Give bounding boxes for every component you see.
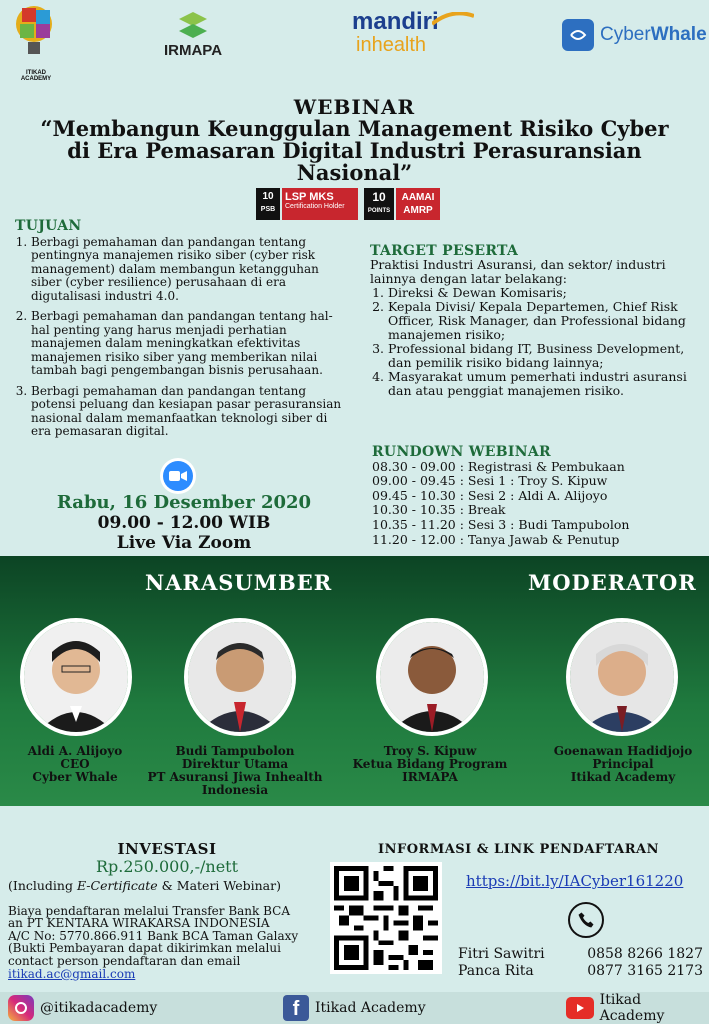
contact-name: Panca Rita xyxy=(458,963,534,979)
speaker-org: Cyber Whale xyxy=(32,770,118,784)
speaker-label xyxy=(130,745,340,797)
moderator-photo xyxy=(566,618,678,736)
facebook-link[interactable] xyxy=(283,995,426,1021)
irmapa-mark-icon xyxy=(179,12,207,38)
speaker-photo xyxy=(20,618,132,736)
psb-badge xyxy=(256,188,280,220)
registration-heading: INFORMASI & LINK PENDAFTARAN xyxy=(378,842,659,857)
cyberwhale-text-a: Cyber xyxy=(600,24,651,45)
lsp-sub: Certification Holder xyxy=(285,203,345,210)
social-bar xyxy=(0,992,709,1024)
event-date: Rabu, 16 Desember 2020 xyxy=(56,492,312,513)
speaker-label xyxy=(10,745,140,784)
phone-icon xyxy=(568,902,604,938)
contact-list xyxy=(458,946,703,980)
aamai-b: AMRP xyxy=(403,205,433,216)
instagram-icon xyxy=(8,995,34,1021)
speaker-name: Budi Tampubolon xyxy=(175,744,295,758)
note-c: & Materi Webinar) xyxy=(157,878,281,893)
target-intro: Praktisi Industri Asuransi, dan sektor/ industri lainnya dengan latar belakang: xyxy=(370,257,666,286)
tujuan-heading: TUJUAN xyxy=(15,218,82,234)
facebook-icon: f xyxy=(283,995,309,1021)
irmapa-logo xyxy=(155,12,231,59)
rundown-row: 10.35 - 11.20 : Sesi 3 : Budi Tampubolon xyxy=(372,516,630,532)
speaker-name: Troy S. Kipuw xyxy=(383,744,477,758)
tujuan-item: 2. Berbagi pemahaman dan pandangan tentang hal-hal penting yang harus menjadi perhatian manajemen dalam meningkatkan efektivitas manajemen risiko siber yang memberikan nilai tambah bagi pengembangan bisnis perusahaan. xyxy=(31,310,350,378)
target-item: 1. Direksi & Dewan Komisaris; xyxy=(388,286,700,300)
moderator-heading: MODERATOR xyxy=(528,570,697,595)
rundown-row: 09.45 - 10.30 : Sesi 2 : Aldi A. Alijoyo xyxy=(372,487,608,503)
narasumber-heading: NARASUMBER xyxy=(145,570,333,595)
speaker-org: IRMAPA xyxy=(402,770,458,784)
note-a: (Including xyxy=(8,878,77,893)
bank-line: A/C No: 5770.866.911 Bank BCA Taman Galaxy xyxy=(8,928,299,943)
cyberwhale-mark-icon xyxy=(562,19,594,51)
event-title: “Membangun Keunggulan Management Risiko Cyber di Era Pemasaran Digital Industri Perasuransian Nasional” xyxy=(40,116,669,185)
bank-line: contact person pendaftaran dan email xyxy=(8,953,241,968)
speaker-role: Direktur Utama xyxy=(181,757,289,771)
contact-name: Fitri Sawitri xyxy=(458,946,545,962)
bank-line: (Bukti Pembayaran dapat dikirimkan melalui xyxy=(8,941,281,956)
bank-line: an PT KENTARA WIRAKARSA INDONESIA xyxy=(8,916,270,931)
contact-phone[interactable]: 0858 8266 1827 xyxy=(587,946,703,962)
moderator-role: Principal xyxy=(592,757,654,771)
registration-link[interactable]: https://bit.ly/IACyber161220 xyxy=(466,872,684,890)
note-b: E-Certificate xyxy=(76,878,158,893)
youtube-name: Itikad Academy xyxy=(599,992,665,1024)
inhealth-text: inhealth xyxy=(356,34,427,56)
instagram-handle: @itikadacademy xyxy=(40,1000,158,1016)
cyberwhale-text-b: Whale xyxy=(650,24,707,45)
irmapa-logo-text: IRMAPA xyxy=(163,42,223,59)
email-link[interactable]: itikad.ac@gmail.com xyxy=(8,966,136,981)
mandiri-wave-icon xyxy=(432,12,474,26)
lsp-badge xyxy=(282,188,358,220)
speaker-role: CEO xyxy=(60,757,90,771)
mandiri-inhealth-logo xyxy=(352,10,478,56)
webinar-kicker: WEBINAR xyxy=(293,95,416,119)
tujuan-item: 3. Berbagi pemahaman dan pandangan tentang potensi peluang dan kesiapan pasar perasuransian nasional dalam memanfaatkan teknologi siber di era pemasaran digital. xyxy=(31,385,350,439)
event-venue: Live Via Zoom xyxy=(116,533,252,553)
speaker-org: PT Asuransi Jiwa Inhealth Indonesia xyxy=(147,770,323,797)
youtube-link[interactable] xyxy=(566,992,709,1024)
bank-line: Biaya pendaftaran melalui Transfer Bank BCA xyxy=(8,903,290,918)
target-item: 4. Masyarakat umum pemerhati industri asuransi dan atau penggiat manajemen risiko. xyxy=(388,370,700,398)
lsp-title: LSP MKS xyxy=(285,191,334,203)
cert-badges xyxy=(256,188,440,220)
rundown-heading: RUNDOWN WEBINAR xyxy=(372,444,551,460)
target-item: 3. Professional bidang IT, Business Development, dan pemilik risiko bidang lainnya; xyxy=(388,342,700,370)
contact-row xyxy=(458,946,703,963)
tujuan-item: 1. Berbagi pemahaman dan pandangan tentang pentingnya manajemen risiko siber (cyber risk management) dalam membangun ketangguhan siber (cyber resilience) perusahaan di era digutalisasi industri 4.0. xyxy=(31,236,350,304)
speaker-role: Ketua Bidang Program xyxy=(352,757,508,771)
contact-row xyxy=(458,963,703,980)
facebook-name: Itikad Academy xyxy=(315,1000,426,1016)
rundown-row: 08.30 - 09.00 : Registrasi & Pembukaan xyxy=(372,458,625,474)
speaker-photo xyxy=(376,618,488,736)
target-section xyxy=(370,244,700,398)
zoom-icon xyxy=(160,458,196,494)
rundown-row: 11.20 - 12.00 : Tanya Jawab & Penutup xyxy=(372,531,620,547)
aamai-badge xyxy=(396,188,440,220)
moderator-org: Itikad Academy xyxy=(570,770,676,784)
mandiri-text: mandiri xyxy=(352,8,439,35)
points-num: 10 xyxy=(372,190,386,204)
investasi-note xyxy=(8,880,326,893)
itikad-academy-logo xyxy=(12,4,60,84)
contact-phone[interactable]: 0877 3165 2173 xyxy=(587,963,703,979)
itikad-logo-text: ITIKAD ACADEMY xyxy=(20,70,52,82)
rundown-row: 09.00 - 09.45 : Sesi 1 : Troy S. Kipuw xyxy=(372,473,608,489)
instagram-link[interactable] xyxy=(8,995,157,1021)
investasi-section xyxy=(8,840,326,980)
puzzle-head-icon xyxy=(12,4,60,66)
moderator-label xyxy=(548,745,698,784)
investasi-heading: INVESTASI xyxy=(117,840,217,858)
rundown-section xyxy=(372,445,702,547)
tujuan-section xyxy=(15,220,350,446)
aamai-a: AAMAI xyxy=(401,192,435,203)
speaker-photo xyxy=(184,618,296,736)
investasi-price: Rp.250.000,-/nett xyxy=(95,857,239,876)
youtube-icon xyxy=(566,997,594,1019)
event-time: 09.00 - 12.00 WIB xyxy=(97,513,271,533)
schedule-block xyxy=(0,492,368,553)
target-item: 2. Kepala Divisi/ Kepala Departemen, Chief Risk Officer, Risk Manager, dan Professional bidang manajemen risiko; xyxy=(388,300,700,342)
rundown-row: 10.30 - 10.35 : Break xyxy=(372,502,506,518)
moderator-name: Goenawan Hadidjojo xyxy=(553,744,693,758)
speaker-name: Aldi A. Alijoyo xyxy=(27,744,123,758)
tujuan-list xyxy=(15,236,350,439)
cyberwhale-logo xyxy=(562,15,707,55)
psb-num: 10 xyxy=(262,191,274,202)
target-heading: TARGET PESERTA xyxy=(370,243,519,259)
psb-unit: PSB xyxy=(260,206,276,213)
points-badge xyxy=(364,188,394,220)
qr-code[interactable] xyxy=(330,862,442,974)
speaker-label xyxy=(350,745,510,784)
target-list xyxy=(370,286,700,398)
points-unit: POINTS xyxy=(367,208,391,214)
